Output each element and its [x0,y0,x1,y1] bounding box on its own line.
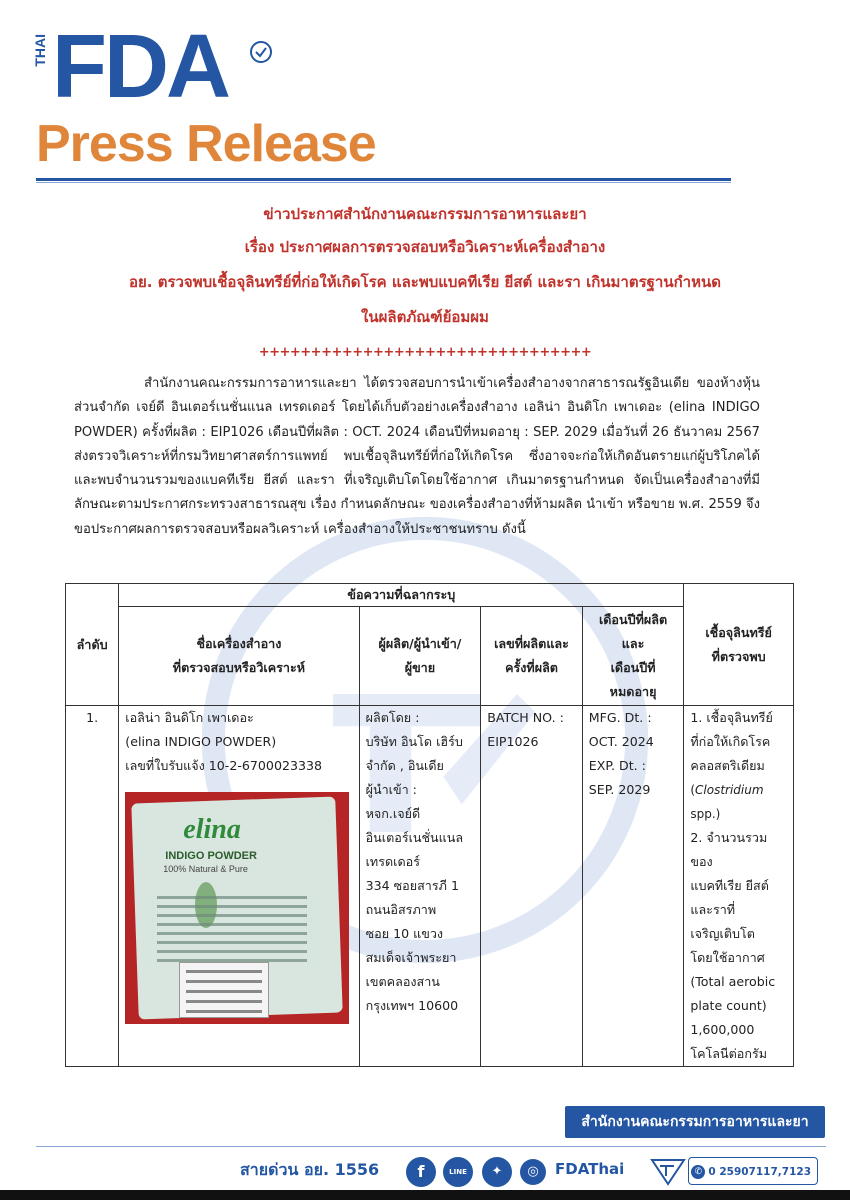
line-icon[interactable]: LINE [443,1157,473,1187]
product-sticker-label [179,962,269,1018]
header-divider-thin [36,182,731,183]
col-micro-header: เชื้อจุลินทรีย์ ที่ตรวจพบ [684,584,794,706]
facebook-icon[interactable]: f [406,1157,436,1187]
header-divider [36,178,731,181]
row-micro-cell [684,706,794,1067]
fda-logo-icon [650,1156,686,1186]
row-name: เอลิน่า อินดิโก เพาเดอะ (elina INDIGO POWDER) เลขที่ใบรับแจ้ง 10-2-6700023338 [125,710,323,773]
col-date-header: เดือนปีที่ผลิต และ เดือนปีที่ หมดอายุ [582,607,684,706]
instagram-icon[interactable]: ◎ [520,1159,546,1185]
bottom-edge [0,1190,850,1200]
product-name-label: INDIGO POWDER [165,850,257,862]
row-name-cell [119,706,359,1067]
col-no-header: ลำดับ [66,584,119,706]
phone-number: ✆ 0 25907117,7123 [688,1157,818,1185]
press-release-heading: Press Release [36,115,376,173]
row-micro-1: 1. เชื้อจุลินทรีย์ ที่ก่อให้เกิดโรค คลอสตริเดียม [690,710,773,773]
col-name-header: ชื่อเครื่องสำอาง ที่ตรวจสอบหรือวิเคราะห์ [119,607,359,706]
col-maker-header: ผู้ผลิต/ผู้นำเข้า/ ผู้ขาย [359,607,481,706]
product-brand: elina [183,814,241,845]
row-batch: BATCH NO. : EIP1026 [481,706,583,1067]
label-group-header: ข้อความที่ฉลากระบุ [119,584,684,607]
footer-agency-bar: สำนักงานคณะกรรมการอาหารและยา [565,1106,825,1138]
row-dates: MFG. Dt. : OCT. 2024 EXP. Dt. : SEP. 2029 [582,706,684,1067]
row-no: 1. [66,706,119,1067]
col-batch-header: เลขที่ผลิตและ ครั้งที่ผลิต [481,607,583,706]
fda-check-mark-icon [249,40,273,64]
row-maker: ผลิตโดย : บริษัท อินโด เฮิร์บ จำกัด , อินเดีย ผู้นำเข้า : หจก.เจย์ดี อินเตอร์เนชั่นแนล เทรดเดอร์ 334 ซอยสารภี 1 ถนนอิสรภาพ ซอย 10 แขวง สมเด็จเจ้าพระยา เขตคลองสาน กรุงเทพฯ 10600 [359,706,481,1067]
title-line-3: อย. ตรวจพบเชื้อจุลินทรีย์ที่ก่อให้เกิดโรค และพบแบคทีเรีย ยีสต์ และรา เกินมาตรฐานกำหนด [128,273,721,291]
thai-vertical-label: THAI [32,34,48,67]
phone-icon: ✆ [691,1165,705,1179]
footer-divider [36,1146,826,1147]
title-line-4: ในผลิตภัณฑ์ย้อมผม [361,308,489,326]
product-sub-label: 100% Natural & Pure [163,864,248,874]
social-handle: FDAThai [555,1160,625,1178]
body-paragraph: สำนักงานคณะกรรมการอาหารและยา ได้ตรวจสอบการนำเข้าเครื่องสำอางจากสาธารณรัฐอินเดีย ของห้างหุ้นส่วนจำกัด เจย์ดี อินเตอร์เนชั่นแนล เทรดเดอร์ โดยได้เก็บตัวอย่างเครื่องสำอาง เอลิน่า อินดิโก เพาเดอะ (elina INDIGO POWDER) ครั้งที่ผลิต : EIP1026 เดือนปีที่ผลิต : OCT. 2024 เดือนปีที่หมดอายุ : SEP. 2029 เมื่อวันที่ 26 ธันวาคม 2567 ส่งตรวจวิเคราะห์ที่กรมวิทยาศาสตร์การแพทย์ พบเชื้อจุลินทรีย์ที่ก่อให้เกิดโรค ซึ่งอาจจะก่อให้เกิดอันตรายแก่ผู้บริโภคได้ และพบจำนวนรวมของแบคทีเรีย ยีสต์ และรา ที่เจริญเติบโตโดยใช้อากาศ เกินมาตรฐานกำหนด จัดเป็นเครื่องสำอางที่มีลักษณะตามประกาศกระทรวงสาธารณสุข เรื่อง กำหนดลักษณะ ของเครื่องสำอางที่ห้ามผลิต นำเข้า หรือขาย พ.ศ. 2559 จึงขอประกาศผลการตรวจสอบหรือผลวิเคราะห์ เครื่องสำอางให้ประชาชนทราบ ดังนี้ [74,376,760,537]
hotline-text: สายด่วน อย. 1556 [240,1160,380,1179]
table-row [66,706,794,1067]
row-micro-organism: (Clostridium spp.) [690,783,764,821]
title-divider: ++++++++++++++++++++++++++++++++ [258,345,592,360]
title-line-1: ข่าวประกาศสำนักงานคณะกรรมการอาหารและยา [263,205,587,223]
fda-logo-text: FDA [52,17,228,117]
row-micro-2: 2. จำนวนรวมของ แบคทีเรีย ยีสต์ และราที่ เจริญเติบโต โดยใช้อากาศ (Total aerobic plate count) 1,600,000 โคโลนีต่อกรัม [690,830,776,1061]
title-line-2: เรื่อง ประกาศผลการตรวจสอบหรือวิเคราะห์เครื่องสำอาง [244,238,606,256]
twitter-icon[interactable]: ✦ [482,1157,512,1187]
results-table [65,583,794,1067]
product-photo [125,792,349,1024]
product-fine-print [157,890,307,962]
